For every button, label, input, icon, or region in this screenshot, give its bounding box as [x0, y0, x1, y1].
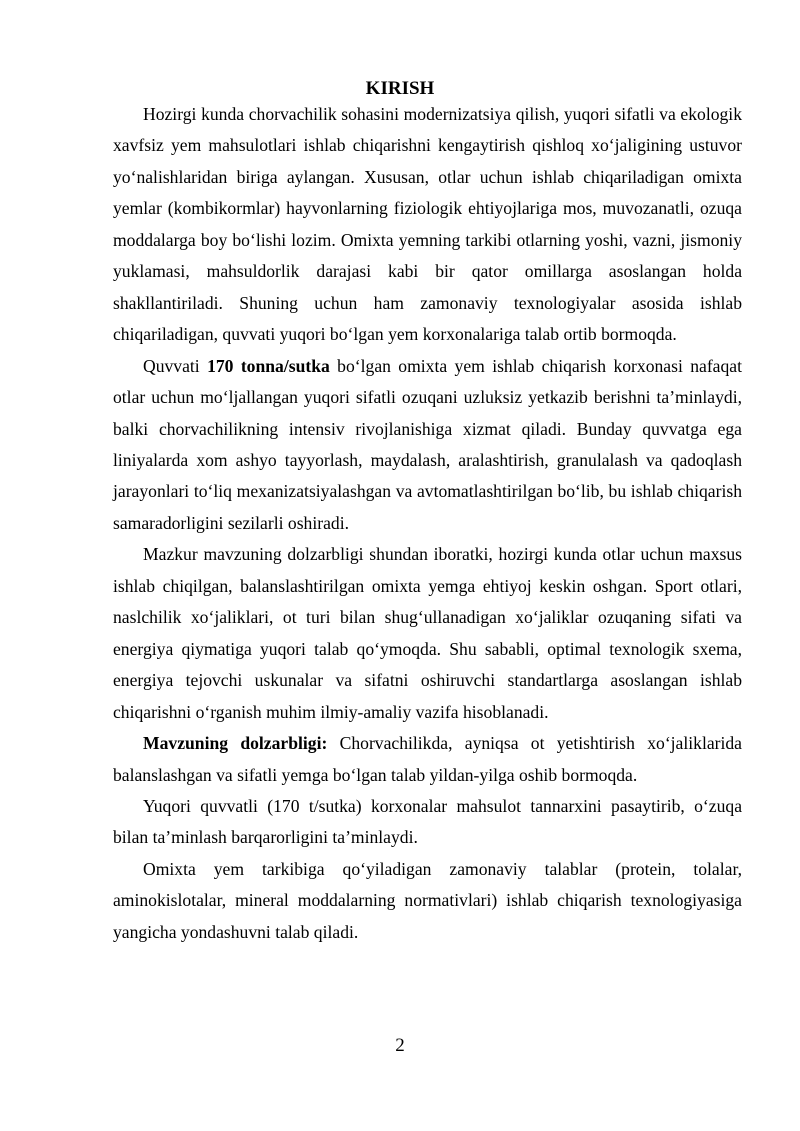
- paragraph-text: Yuqori quvvatli (170 t/sutka) korxonalar mahsulot tannarxini pasaytirib, o‘zuqa bilan ta’minlash barqarorligini ta’minlaydi.: [113, 795, 742, 848]
- capacity-highlight: 170 tonna/sutka: [207, 355, 330, 376]
- page-title: KIRISH: [365, 78, 435, 99]
- document-body: [113, 99, 742, 948]
- paragraph-text: Quvvati: [143, 355, 208, 376]
- paragraph-1: [113, 99, 742, 351]
- paragraph-text: Omixta yem tarkibiga qo‘yiladigan zamonaviy talablar (protein, tolalar, aminokislotalar, mineral moddalarning normativlari) ishlab chiqarish texnologiyasiga yangicha yondashuvni talab qiladi.: [113, 858, 742, 942]
- paragraph-text: Chorvachilikda, ayniqsa ot yetishtirish xo‘jaliklarida balanslashgan va sifatli yemga bo‘lgan talab yildan-yilga oshib bormoqda.: [113, 733, 742, 785]
- paragraph-2: [113, 351, 742, 540]
- relevance-heading: Mavzuning dolzarbligi:: [143, 733, 328, 754]
- page-number: 2: [395, 1035, 405, 1056]
- paragraph-3: [113, 539, 742, 728]
- paragraph-6: [113, 854, 742, 948]
- paragraph-text: bo‘lgan omixta yem ishlab chiqarish korxonasi nafaqat otlar uchun mo‘ljallangan yuqori sifatli ozuqani uzluksiz yetkazib berishni ta’minlaydi, balki chorvachilikning intensiv rivojlanishiga xizmat qiladi. Bunday quvvatga ega liniyalarda xom ashyo tayyorlash, maydalash, aralashtirish, granulalash va qadoqlash jarayonlari to‘liq mexanizatsiyalashgan va avtomatlashtirilgan bo‘lib, bu ishlab chiqarish samaradorligini sezilarli oshiradi.: [113, 355, 742, 533]
- paragraph-text: Mazkur mavzuning dolzarbligi shundan iboratki, hozirgi kunda otlar uchun maxsus ishlab chiqilgan, balanslashtirilgan omixta yemga ehtiyoj keskin oshgan. Sport otlari, naslchilik xo‘jaliklari, ot turi bilan shug‘ullanadigan xo‘jaliklar ozuqaning sifati va energiya qiymatiga yuqori talab qo‘ymoqda. Shu sababli, optimal texnologik sxema, energiya tejovchi uskunalar va sifatni oshiruvchi standartlarga asoslangan ishlab chiqarishni o‘rganish muhim ilmiy-amaliy vazifa hisoblanadi.: [113, 544, 742, 722]
- paragraph-4: [113, 728, 742, 791]
- paragraph-text: Hozirgi kunda chorvachilik sohasini modernizatsiya qilish, yuqori sifatli va ekologik xavfsiz yem mahsulotlari ishlab chiqarishni kengaytirish qishloq xo‘jaligining ustuvor yo‘nalishlaridan biriga aylangan. Xususan, otlar uchun ishlab chiqariladigan omixta yemlar (kombikormlar) hayvonlarning fiziologik ehtiyojlariga mos, muvozanatli, ozuqa moddalarga boy bo‘lishi lozim. Omixta yemning tarkibi otlarning yoshi, vazni, jismoniy yuklamasi, mahsuldorlik darajasi kabi bir qator omillarga asoslangan holda shakllantiriladi. Shuning uchun ham zamonaviy texnologiyalar asosida ishlab chiqariladigan, quvvati yuqori bo‘lgan yem korxonalariga talab ortib bormoqda.: [113, 104, 742, 345]
- paragraph-5: [113, 791, 742, 854]
